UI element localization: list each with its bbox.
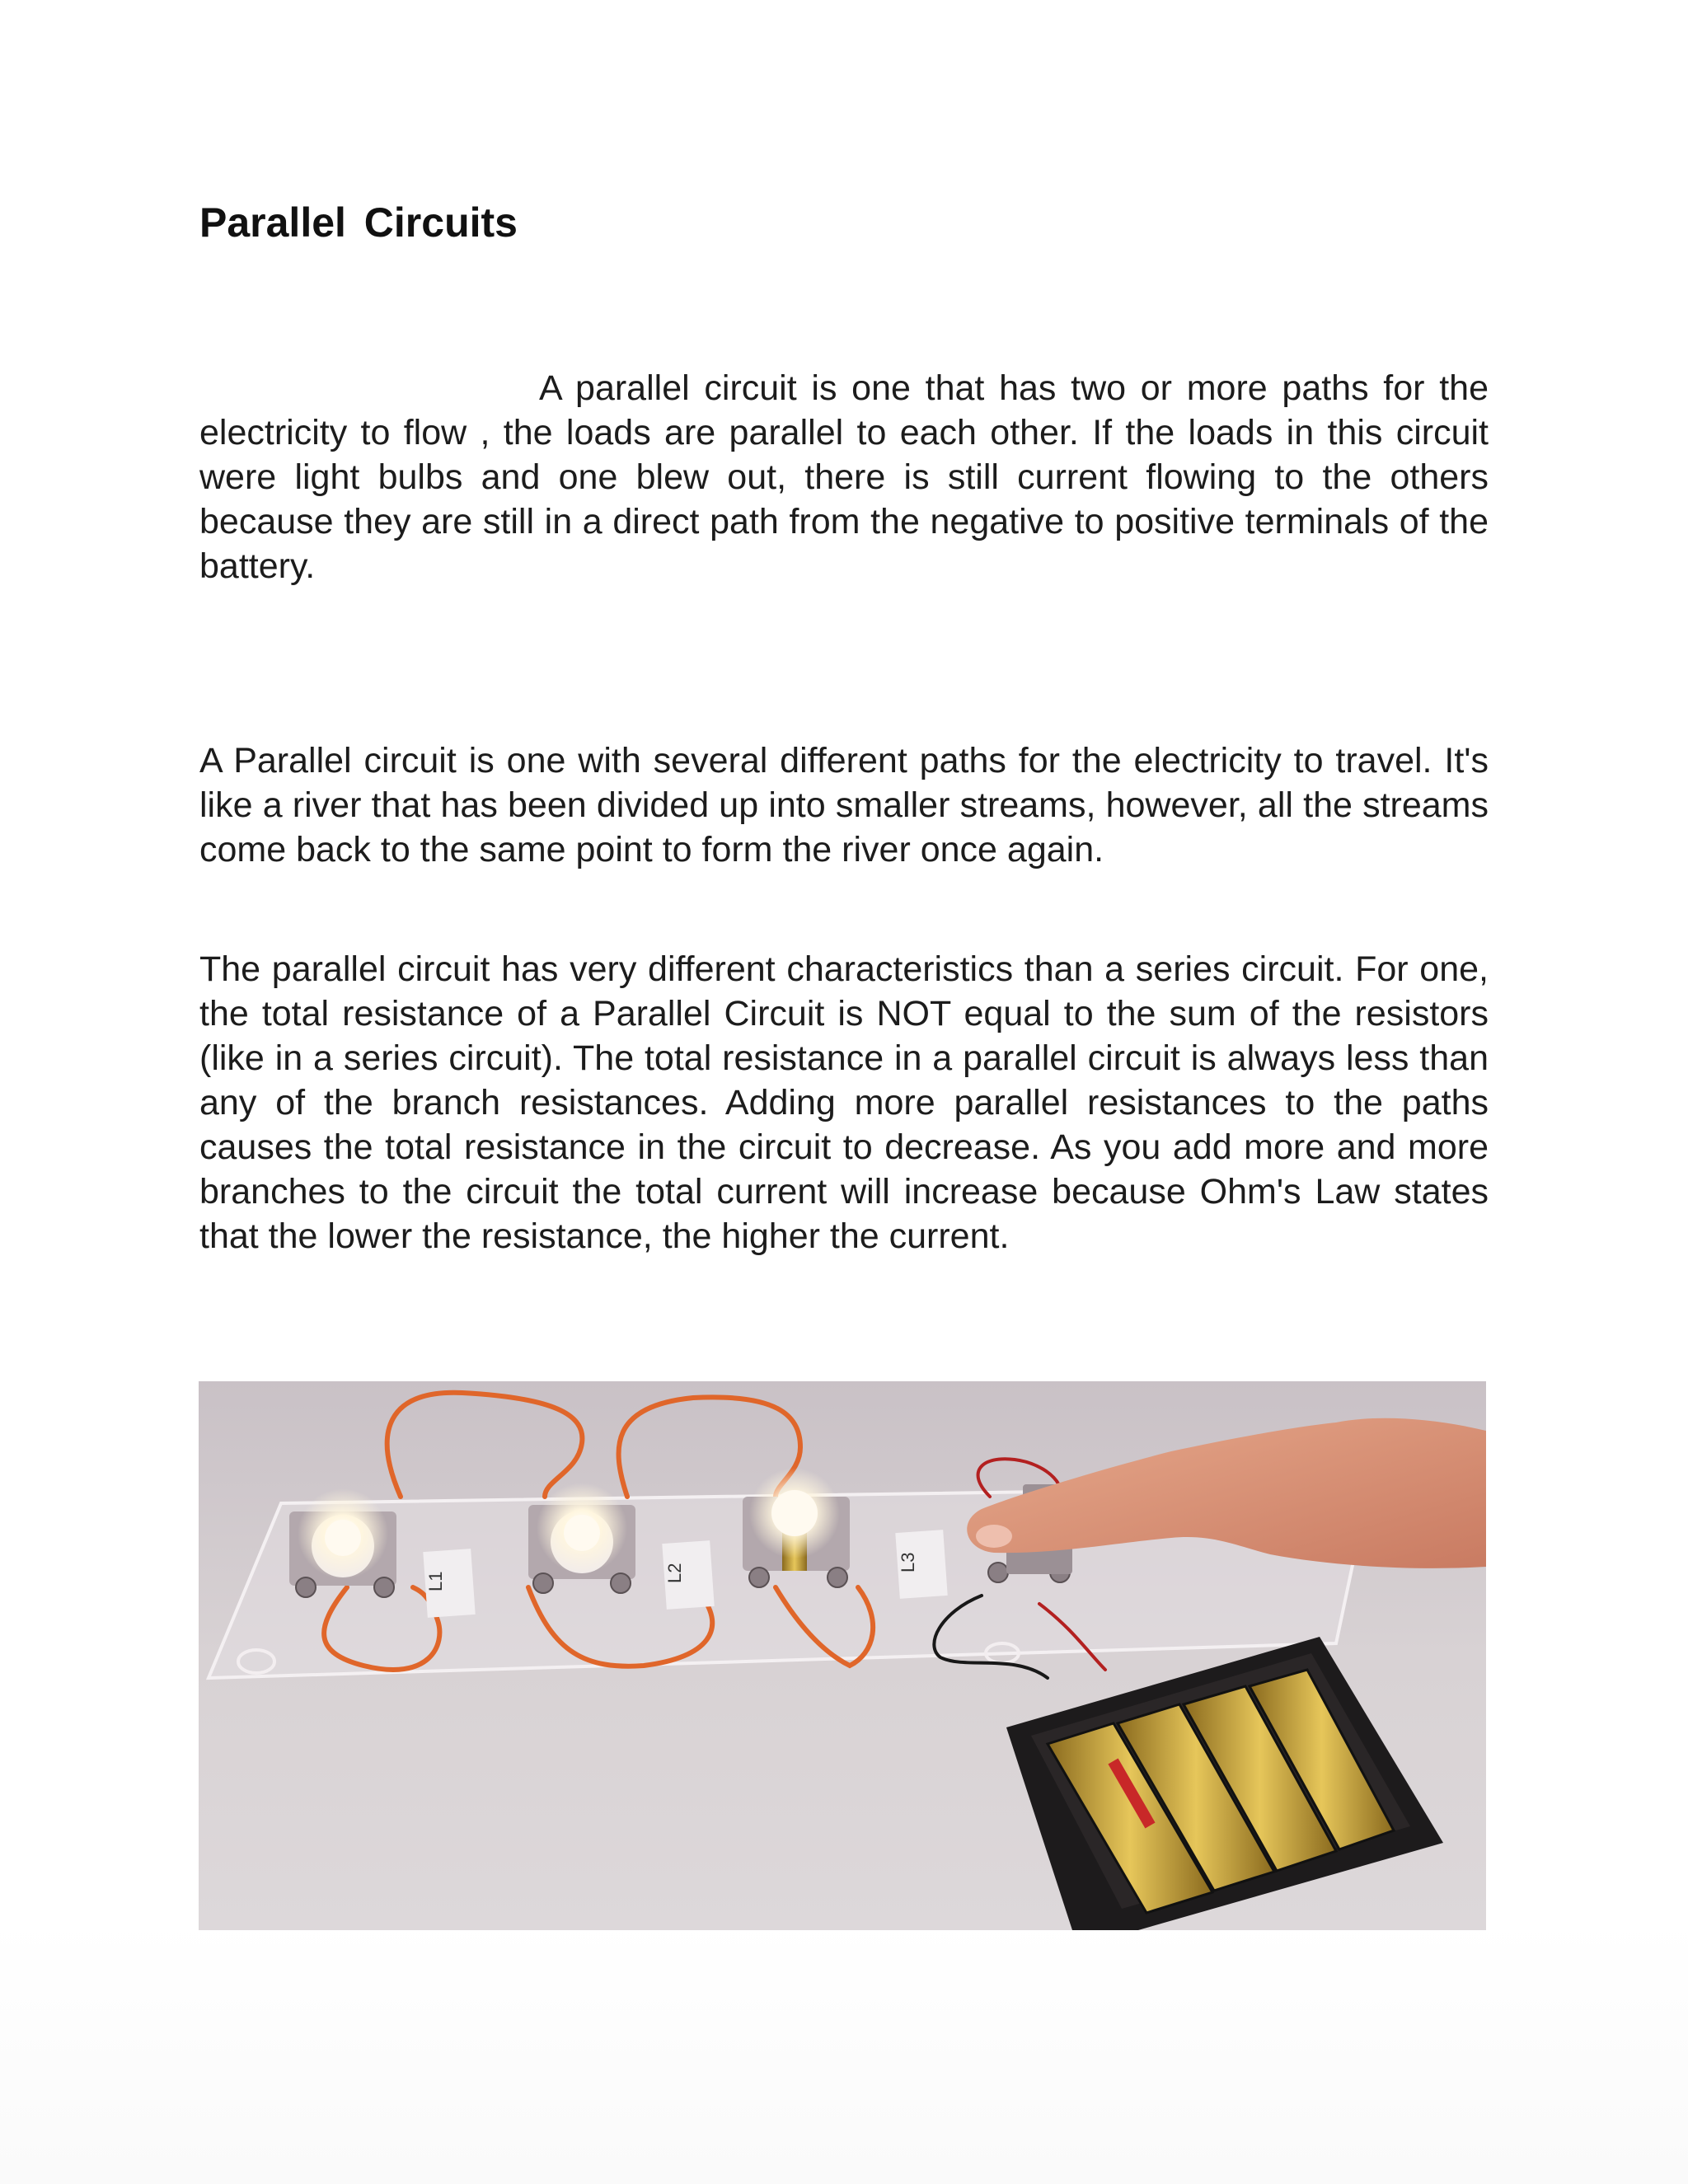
label-l1: L1 (425, 1571, 446, 1591)
label-l3: L3 (898, 1552, 918, 1572)
page-title: Parallel Circuits (199, 199, 518, 246)
paragraph-river-analogy: A Parallel circuit is one with several different paths for the electricity to travel. It's like a river that has been divided up into smaller streams, however, all the streams come back to the same point to form the river once again. (199, 741, 1489, 869)
parallel-circuit-photo (199, 1381, 1486, 1930)
label-l2: L2 (664, 1563, 685, 1583)
paragraph-resistance: The parallel circuit has very different characteristics than a series circuit. For one, the total resistance of a Parallel Circuit is NOT equal to the sum of the resistors (like in a series circuit). The total resistance in a parallel circuit is always less than any of the branch resistances. Adding more parallel resistances to the paths causes the total resistance in the circuit to decrease. As you add more and more branches to the circuit the total current will increase because Ohm's Law states that the lower the resistance, the higher the current. (199, 949, 1489, 1256)
paragraph-intro: A parallel circuit is one that has two or more paths for the electricity to flow , the loads are parallel to each other. If the loads in this circuit were light bulbs and one blew out, there is still current flowing to the others because they are still in a direct path from the negative to positive terminals of the battery. (199, 368, 1489, 586)
